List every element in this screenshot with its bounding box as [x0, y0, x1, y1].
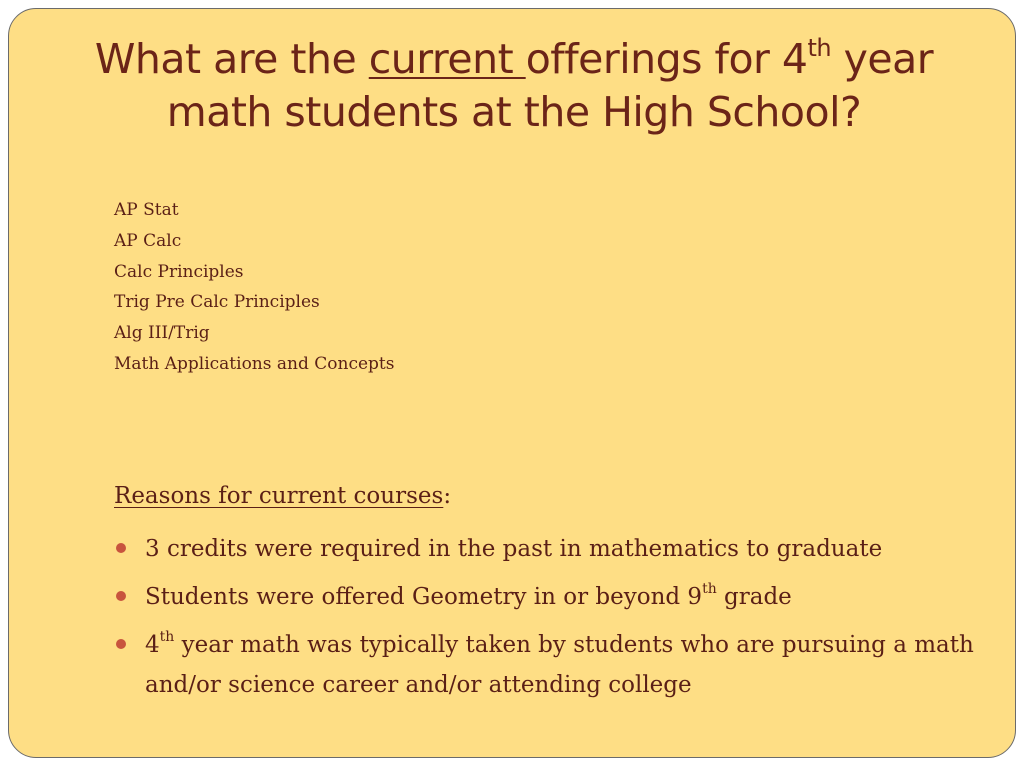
bullet-icon — [116, 591, 126, 601]
reason-text-before: Students were offered Geometry in or beyond 9 — [145, 584, 703, 610]
reason-item — [114, 577, 974, 617]
course-offering-item: Alg III/Trig — [114, 323, 210, 344]
course-offering-item: Trig Pre Calc Principles — [114, 292, 320, 313]
reasons-heading — [114, 479, 451, 513]
reason-text: 3 credits were required in the past in mathematics to graduate — [145, 536, 883, 562]
title-superscript: th — [807, 34, 832, 63]
reasons-heading-label: Reasons for current courses — [114, 483, 444, 509]
title-text-part2: offerings for 4 — [525, 35, 808, 83]
title-underlined-word: current — [368, 35, 526, 83]
reason-text-before: 4 — [145, 632, 160, 658]
title-text-part1: What are the — [94, 35, 369, 83]
reason-superscript: th — [702, 581, 717, 598]
course-offerings-list — [114, 195, 394, 380]
slide-title — [39, 33, 989, 139]
course-offering-item: Math Applications and Concepts — [114, 353, 395, 374]
title-text-part3: year math students at the High School? — [166, 35, 934, 136]
reason-item — [114, 529, 974, 569]
reasons-heading-colon: : — [443, 483, 452, 509]
reasons-list — [114, 529, 974, 713]
reason-text-after: grade — [716, 584, 792, 610]
reason-text-after: year math was typically taken by students who are pursuing a math and/or science career and/or attending college — [145, 632, 974, 698]
course-offering-item: Calc Principles — [114, 261, 244, 282]
reason-item — [114, 625, 974, 705]
bullet-icon — [116, 639, 126, 649]
course-offering-item: AP Stat — [114, 200, 179, 220]
reason-superscript: th — [159, 629, 175, 646]
bullet-icon — [116, 543, 126, 553]
slide — [8, 8, 1016, 758]
course-offering-item: AP Calc — [114, 230, 182, 251]
